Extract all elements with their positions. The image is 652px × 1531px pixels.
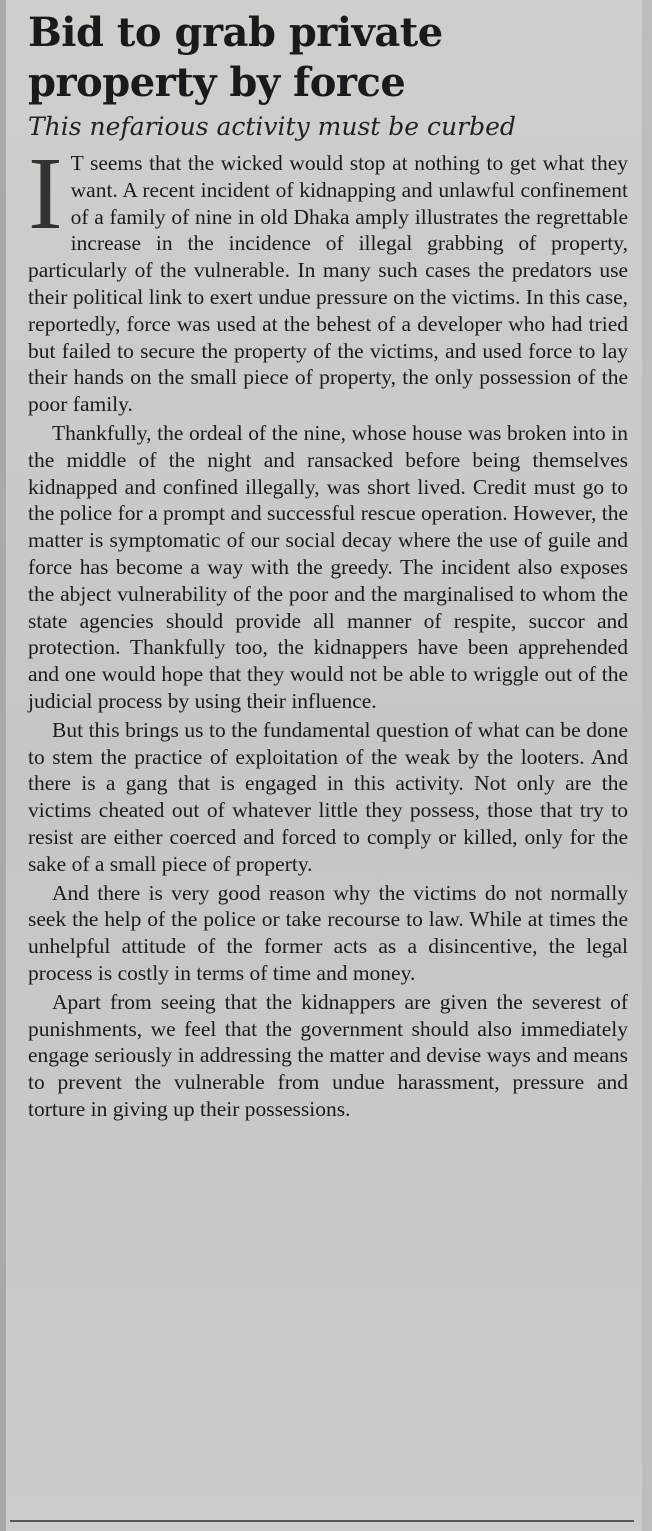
paragraph-4: And there is very good reason why the victims do not normally seek the help of the police or take recourse to law. While at times the unhelpful attitude of the former acts as a disincentive, the legal process is costly in terms of time and money. bbox=[28, 880, 628, 985]
headline: Bid to grab private property by force bbox=[28, 9, 443, 106]
article-body bbox=[28, 136, 628, 1123]
paragraph-1-text: T seems that the wicked would stop at nothing to get what they want. A recent incident of kidnapping and unlawful confinement of a family of nine in old Dhaka amply illustrates the regrettable increase in the incidence of illegal grabbing of property, particularly of the vulnerable. In many such cases the predators use their political link to exert undue pressure on the victims. In this case, reportedly, force was used at the behest of a developer who had tried but failed to secure the property of the victims, and used force to lay their hands on the small piece of property, the only possession of the poor family. bbox=[28, 151, 628, 417]
paragraph-2: Thankfully, the ordeal of the nine, whose house was broken into in the middle of the night and ransacked before being themselves kidnapped and confined illegally, was short lived. Credit must go to the police for a prompt and successful rescue operation. However, the matter is symptomatic of our social decay where the use of guile and force has become a way with the greedy. The incident also exposes the abject vulnerability of the poor and the marginalised to whom the state agencies should provide all manner of respite, succor and protection. Thankfully too, the kidnappers have been apprehended and one would hope that they would not be able to wriggle out of the judicial process by using their influence. bbox=[28, 420, 628, 713]
subheadline: This nefarious activity must be curbed bbox=[28, 112, 516, 141]
paragraph-3: But this brings us to the fundamental question of what can be done to stem the practice of exploitation of the weak by the looters. And there is a gang that is engaged in this activity. Not only are the victims cheated out of whatever little they possess, those that try to resist are either coerced and forced to comply or killed, only for the sake of a small piece of property. bbox=[28, 717, 628, 876]
bottom-rule bbox=[10, 1520, 634, 1522]
drop-cap: I bbox=[28, 136, 63, 251]
paragraph-1 bbox=[28, 136, 628, 418]
paragraph-5: Apart from seeing that the kidnappers are given the severest of punishments, we feel that the government should also immediately engage seriously in addressing the matter and devise ways and means to prevent the vulnerable from undue harassment, pressure and torture in giving up their possessions. bbox=[28, 989, 628, 1121]
paper-edge-right bbox=[642, 0, 652, 1531]
paper-edge-left bbox=[0, 0, 6, 1531]
